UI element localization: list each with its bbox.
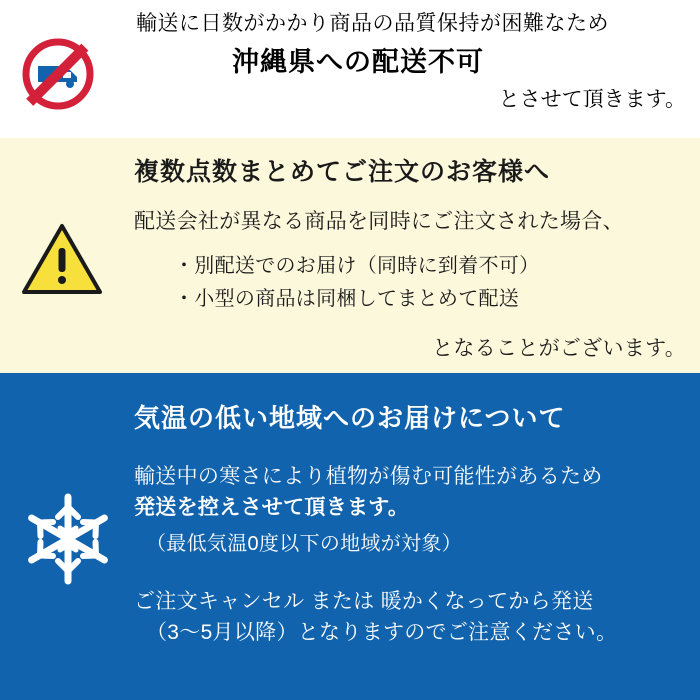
snowflake-icon — [20, 491, 116, 587]
okinawa-line3: とさせて頂きます。 — [498, 88, 686, 112]
list-item: ・小型の商品は同梱してまとめて配送 — [174, 288, 520, 311]
okinawa-notice-section — [0, 0, 700, 138]
list-item: ・別配送でのお届け（同時に到着不可） — [174, 255, 540, 278]
cold-area-text-block — [134, 401, 686, 649]
cold-area-paragraph1-line2: 発送を控えさせて頂きます。 — [134, 495, 410, 519]
cold-area-paragraph2-line2: （3〜5月以降）となりますのでご注意ください。 — [146, 621, 618, 645]
warning-triangle-icon — [20, 222, 104, 296]
cold-area-paragraph1-line1: 輸送中の寒さにより植物が傷む可能性があるため — [134, 465, 603, 489]
okinawa-line1: 輸送に日数がかかり商品の品質保持が困難なため — [136, 12, 609, 35]
multiple-items-subtitle: 配送会社が異なる商品を同時にご注文された場合、 — [134, 209, 624, 233]
cold-area-paragraph2-line1: ご注文キャンセル または 暖かくなってから発送 — [134, 589, 594, 613]
multiple-items-section — [0, 138, 700, 373]
multiple-items-bullet-list — [134, 250, 686, 316]
okinawa-headline: 沖縄県への配送不可 — [232, 47, 484, 78]
okinawa-text-block — [136, 10, 686, 114]
cold-area-paragraph2 — [134, 586, 686, 649]
no-truck-icon — [22, 38, 94, 110]
cold-area-paragraph1 — [134, 462, 686, 523]
multiple-items-closing: となることがございます。 — [432, 337, 686, 361]
cold-area-section — [0, 373, 700, 700]
cold-area-title: 気温の低い地域へのお届けについて — [134, 403, 566, 433]
cold-area-note: （最低気温0度以下の地域が対象） — [146, 532, 462, 555]
multiple-items-text-block — [134, 156, 686, 362]
multiple-items-title: 複数点数まとめてご注文のお客様へ — [134, 158, 551, 186]
